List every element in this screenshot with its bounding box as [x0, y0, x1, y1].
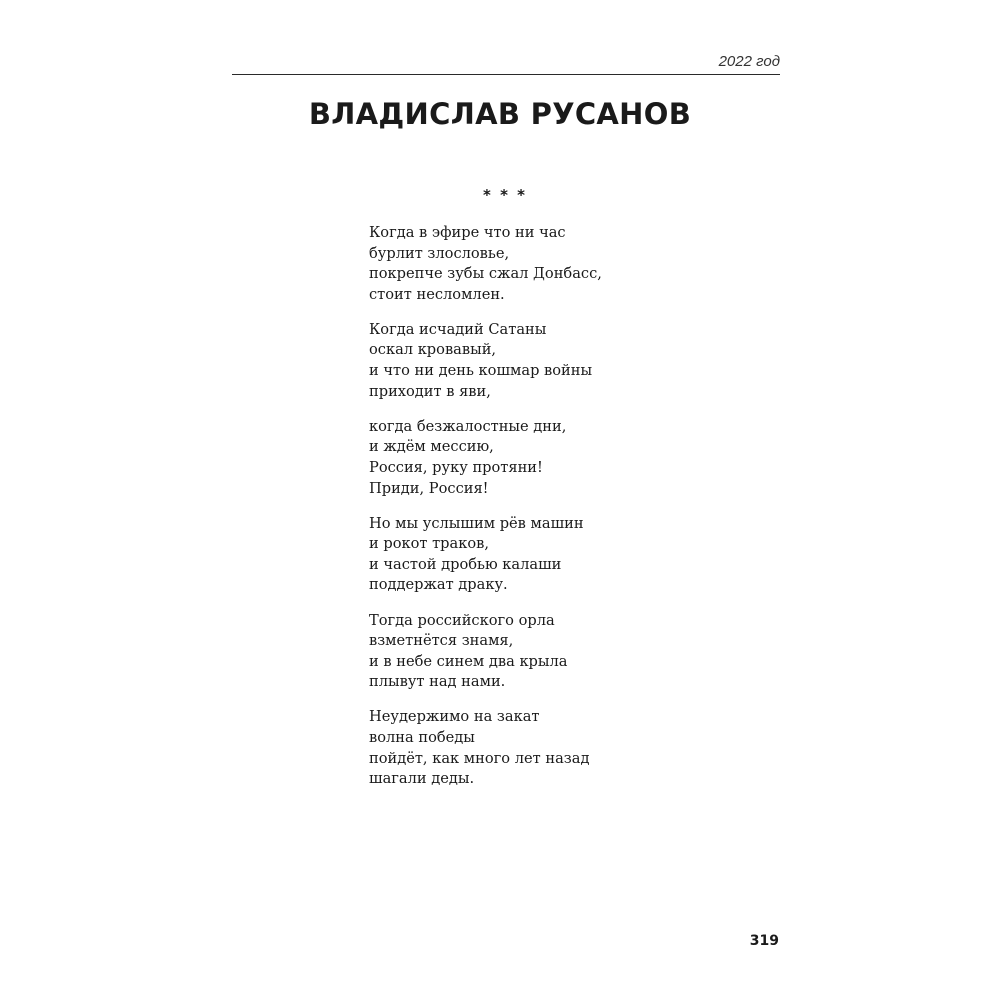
poem-line: Когда в эфире что ни час	[369, 224, 566, 241]
poem-line: бурлит злословье,	[369, 244, 510, 262]
poem-line: Россия, руку протяни!	[369, 458, 543, 476]
poem-line: Тогда российского орла	[369, 611, 555, 629]
poem-line: когда безжалостные дни,	[369, 417, 567, 435]
poem-line: и в небе синем два крыла	[369, 652, 568, 670]
poem-line: Когда исчадий Сатаны	[369, 320, 547, 338]
poem-line: плывут над нами.	[369, 673, 506, 691]
poem-line: приходит в яви,	[369, 382, 491, 400]
author-name: ВЛАДИСЛАВ РУСАНОВ	[308, 97, 692, 131]
poem-line: и частой дробью калаши	[369, 555, 562, 573]
poem-line: пойдёт, как много лет назад	[369, 749, 590, 767]
poem-line: шагали деды.	[369, 770, 475, 788]
stanza	[369, 514, 669, 596]
poem-line: и ждём мессию,	[369, 438, 494, 456]
stanza	[369, 223, 669, 305]
poem-line: стоит несломлен.	[369, 285, 505, 303]
poem-line: и что ни день кошмар войны	[369, 362, 593, 380]
stanza	[369, 611, 669, 693]
poem-line: волна победы	[369, 728, 475, 746]
poem-line: Неудержимо на закат	[369, 708, 540, 726]
running-header-title: 2022 год	[718, 53, 780, 70]
poem-line: Но мы услышим рёв машин	[369, 514, 584, 532]
poem-line: взметнётся знамя,	[369, 632, 514, 650]
poem-line: покрепче зубы сжал Донбасс,	[369, 265, 602, 283]
poem-line: поддержат драку.	[369, 576, 508, 594]
page-number: 319	[749, 933, 779, 949]
stanza	[369, 707, 669, 789]
poem-body	[369, 223, 669, 804]
poem-line: и рокот траков,	[369, 535, 489, 553]
stanza	[369, 417, 669, 499]
running-header	[232, 52, 780, 75]
poem-line: Приди, Россия!	[369, 479, 489, 497]
stanza	[369, 320, 669, 402]
poem-line: оскал кровавый,	[369, 341, 497, 359]
poem-title-asterism: * * *	[483, 186, 527, 204]
